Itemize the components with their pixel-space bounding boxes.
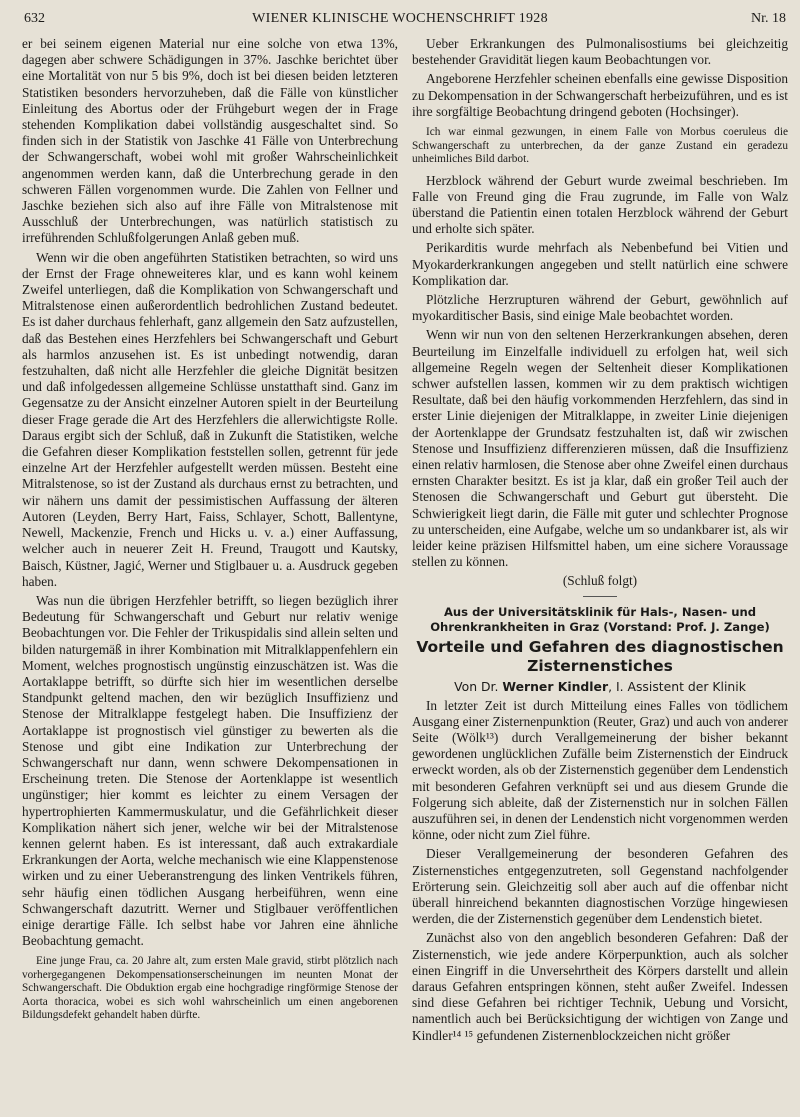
right-column <box>412 36 788 1044</box>
paragraph: Was nun die übrigen Herzfehler betrifft, so liegen bezüglich ihrer Bedeutung für Schwangerschaft und Geburt nur relativ wenige Beobachtungen vor. Die Fehler der Trikuspidalis sind allein selten und bilden naturgemäß in ihrer Kombination mit Mitralklappenfehlern ein Moment, welches prognostisch ungünstig einzuschätzen ist. Was die Aortaklappe betrifft, so dürfte sich hier im wesentlichen derselbe Standpunkt geltend machen, den wir bezüglich Insuffizienz und Stenose der Mitralklappe festgelegt haben. Die Insuffizienz der Aortaklappe ist prognostisch viel günstiger zu bewerten als die Stenose und gibt eine Indikation zur Unterbrechung der Schwangerschaft nur dann, wenn schwere Dekompensationen in Erscheinung treten. Die Stenose der Aortenklappe ist wesentlich ungünstiger; hier kommt es leichter zu einem Versagen der hypertrophierten Kammermuskulatur, und die Gefährlichkeit dieser Komplikation nähert sich jener, welche wir bei der Mitralstenose kennen gelernt haben. Es ist interessant, daß auch extrakardiale Erkrankungen der Aorta, welche mechanisch wie eine Klappenstenose wirken und zu einer Ueberanstrengung des linken Ventrikels führen, sehr häufig einen tödlichen Ausgang herbeiführen, wenn eine Schwangerschaft dazutritt. Werner und Stiglbauer veröffentlichen einige derartige Fälle. Ich selbst habe vor Jahren eine ähnliche Beobachtung gemacht. <box>22 592 398 949</box>
paragraph: Dieser Verallgemeinerung der besonderen Gefahren des Zisternenstiches entgegenzutreten, soll Gegenstand nachfolgender Erörterung sein. Gleichzeitig soll aber auch auf die offenbar nicht überall hinreichend bekannten diagnostischen Vorzüge hingewiesen werden, die der Zisternenstich gegenüber dem Lendenstich bietet. <box>412 846 788 927</box>
paragraph: Ueber Erkrankungen des Pulmonalisostiums bei gleichzeitig bestehender Gravidität liegen kaum Beobachtungen vor. <box>412 36 788 68</box>
author-name: Werner Kindler <box>502 678 609 694</box>
left-column <box>22 36 398 1029</box>
paragraph: er bei seinem eigenen Material nur eine solche von etwa 13%, dagegen aber schwere Schädigungen in 37%. Jaschke berichtet über eine Mortalität von nur 5 bis 9%, doch ist bei diesen beiden letzteren Statistiken besonders hervorzuheben, daß die Fälle von künstlicher Einleitung des Abortus oder der Frühgeburt wegen der in Frage stehenden Komplikation dabei vollständig ausgeschaltet sind. So finden sich in der Statistik von Jaschke 41 Fälle von Unterbrechung der Schwangerschaft, wobei wohl mit großer Wahrscheinlichkeit angenommen werden kann, daß die Unterbrechung gerade in den schweren Fällen vorgenommen wurde. Die Zahlen von Fellner und Jaschke beziehen sich also auf ihre Fälle von Mitralstenose mit Ausschluß der Unterbrechungen, was natürlich statistisch zu irreführenden Schlußfolgerungen Anlaß geben muß. <box>22 36 398 246</box>
author-affiliation: , I. Assistent der Klinik <box>608 678 746 694</box>
case-report: Ich war einmal gezwungen, in einem Falle von Morbus coeruleus die Schwangerschaft zu unterbrechen, da der ganze Zustand ein geradezu unheimliches Bild darbot. <box>412 126 788 166</box>
running-title: WIENER KLINISCHE WOCHENSCHRIFT 1928 <box>252 11 548 26</box>
paragraph: Zunächst also von den angeblich besonderen Gefahren: Daß der Zisternenstich, wie jede andere Körperpunktion, auch als solcher einen Eingriff in die Unversehrtheit des Körpers darstellt und allein daraus Gefahren entspringen können, steht außer Zweifel. Indessen sind diese Gefahren bei richtiger Technik, Uebung und Vorsicht, namentlich auch bei Berücksichtigung der wichtigen von Zange und Kindler¹⁴ ¹⁵ gefundenen Zisternenblockzeichen nicht größer <box>412 930 788 1043</box>
page-header <box>0 0 800 34</box>
article-title: Vorteile und Gefahren des diagnostischen Zisternenstiches <box>416 637 784 675</box>
page-number: 632 <box>24 11 45 26</box>
paragraph: In letzter Zeit ist durch Mitteilung eines Falles von tödlichem Ausgang einer Zisternenpunktion (Reuter, Graz) und auch von anderer Seite (Wölk¹³) durch Verallgemeinerung der bisher bekannt gewordenen unglücklichen Zufälle beim Zisternenstich der Eindruck erweckt worden, als ob der Zisternenstich gegenüber dem Lendenstich mit besonderen Gefahren verknüpft sei und aus diesem Grunde die Folgerung sich ableite, daß der Zisternenstich nur in solchen Fällen auszuführen sei, in denen der Lendenstich nicht vorgenommen werden könne, oder nicht zum Ziel führe. <box>412 697 789 843</box>
paragraph: Wenn wir die oben angeführten Statistiken betrachten, so wird uns der Ernst der Frage ohneweiteres klar, und es kann wohl keinem Zweifel unterliegen, daß die Komplikation von Schwangerschaft und Mitralstenose einen außerordentlich bedrohlichen Zustand bedeutet. Es ist daher durchaus fehlerhaft, ganz allgemein den Satz aufzustellen, daß das Bestehen eines Herzfehlers bei Schwangerschaft und Geburt als harmlos anzusehen ist. Es ist unbedingt notwendig, daran festzuhalten, daß nicht alle Herzfehler die gleiche Dignität besitzen und daß infolgedessen allgemeine Schlüsse unstatthaft sind. Ganz im Gegensatze zu der Ansicht einzelner Autoren spielt in der Beurteilung dieser Frage gerade die Art des Herzfehlers die allerwichtigste Rolle. Daraus ergibt sich der Schluß, daß in Zukunft die Statistiken, welche die Gefahren dieser Komplikation feststellen sollen, getrennt für jede einzelne Art der Herzfehler aufgestellt werden müssen. Besteht eine Mitralstenose, so ist der Zustand als durchaus ernst zu betrachten, und wir nähern uns damit der pessimistischen Auffassung der älteren Autoren (Leyden, Berry Hart, Faiss, Schlayer, Schott, Ballentyne, Newell, Mackenzie, French und Hicks u. v. a.) einer Auffassung, welcher auch in neuerer Zeit H. Freund, Traugott und Kautsky, Baisch, Küstner, Jagić, Werner und Stiglbauer u. a. Ausdruck gegeben haben. <box>22 249 398 589</box>
paragraph: Herzblock während der Geburt wurde zweimal beschrieben. Im Falle von Freund ging die Frau zugrunde, im Falle von Walz überstand die Patientin einen totalen Herzblock während der Geburt und erholte sich später. <box>412 172 788 237</box>
author-prefix: Von Dr. <box>454 678 499 694</box>
case-report: Eine junge Frau, ca. 20 Jahre alt, zum ersten Male gravid, stirbt plötzlich nach vorhergegangenen Dekompensationserscheinungen im neunten Monat der Schwangerschaft. Die Obduktion ergab eine hochgradige ringförmige Stenose der Aorta thoracica, wobei es sich wohl wahrscheinlich um einen angeborenen Bildungsdefekt gehandelt haben dürfte. <box>22 955 398 1022</box>
paragraph: Angeborene Herzfehler scheinen ebenfalls eine gewisse Disposition zu Dekompensation in der Schwangerschaft herbeizuführen, und es ist ihre sorgfältige Beobachtung dringend geboten (Hochsinger). <box>412 71 788 119</box>
section-divider <box>583 596 617 597</box>
article-author <box>412 679 788 695</box>
issue-number: Nr. 18 <box>751 11 786 26</box>
paragraph: Plötzliche Herzrupturen während der Geburt, gewöhnlich auf myokarditischer Basis, sind einige Male beobachtet worden. <box>412 291 788 324</box>
paragraph: Perikarditis wurde mehrfach als Nebenbefund bei Vitien und Myokarderkrankungen angegeben und stellt natürlich eine schwere Komplikation dar. <box>412 240 788 288</box>
paragraph: Wenn wir nun von den seltenen Herzerkrankungen absehen, deren Beurteilung im Einzelfalle individuell zu erfolgen hat, weil sich allgemeine Regeln wegen der Seltenheit dieser Komplikationen schwer aufstellen lassen, kommen wir zu dem praktisch wichtigen Resultate, daß bei den häufig vorkommenden Herzfehlern, das sind in erster Linie diejenigen der Mitralklappe, in zweiter Linie diejenigen der Aortenklappe der Grundsatz festzuhalten ist, daß wir zwischen Stenose und Insuffizienz differenzieren müssen, daß die Insuffizienz einen relativ harmlosen, die Stenose aber ohne Zweifel einen durchaus ernsten Charakter besitzt. Es ist ja klar, daß ein großer Teil auch der Stenosen die Schwangerschaft und Geburt gut übersteht. Die Schwierigkeit liegt darin, die Fälle mit guter und schlechter Prognose zu unterscheiden, eine Aufgabe, welche um so undankbarer ist, als wir leider keine präzisen Hilfsmittel haben, um eine sichere Voraussage stellen zu können. <box>412 327 788 570</box>
continuation-note: (Schluß folgt) <box>562 573 638 589</box>
article-institution: Aus der Universitätsklinik für Hals-, Nasen- und Ohrenkrankheiten in Graz (Vorstand: Prof. J. Zange) <box>430 604 770 634</box>
